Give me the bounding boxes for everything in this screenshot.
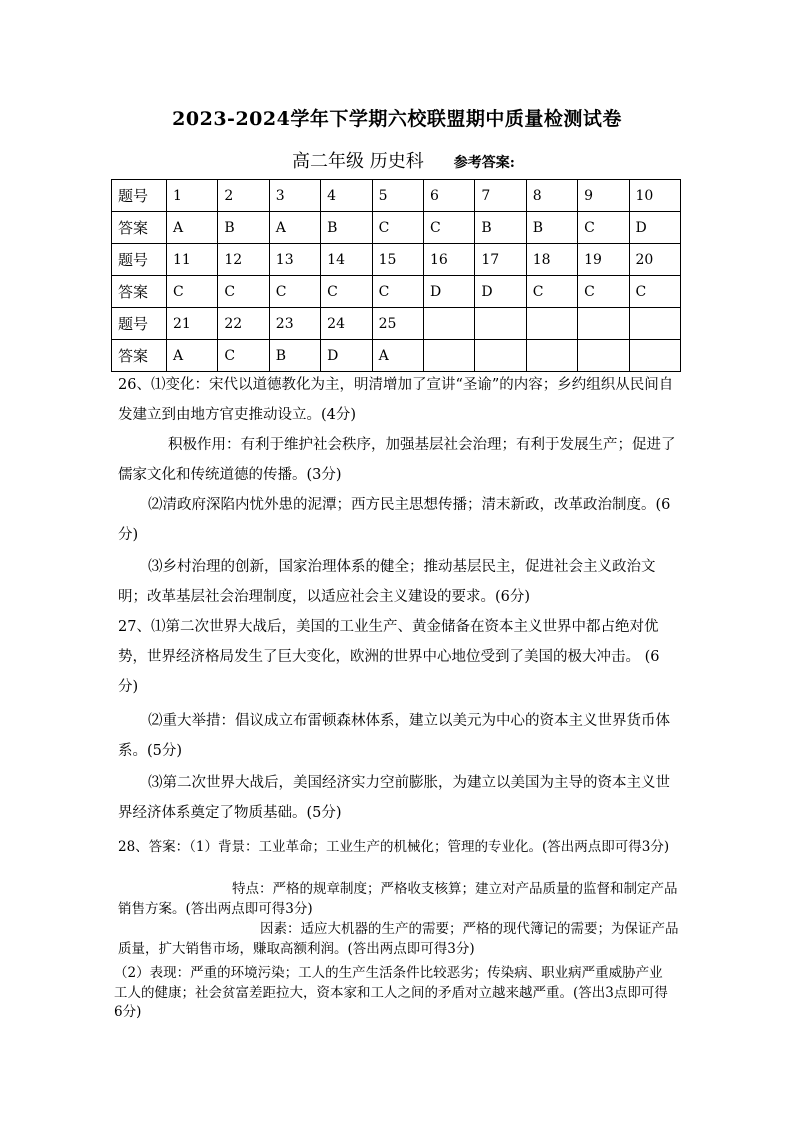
document-title: 2023-2024学年下学期六校联盟期中质量检测试卷 [172,108,622,130]
table-cell: C [578,212,629,244]
table-row [112,180,681,212]
table-cell: C [526,276,577,308]
table-row [112,340,681,372]
table-cell [629,308,680,340]
table-cell: A [167,212,218,244]
table-cell: 23 [269,308,320,340]
subtitle [292,147,515,173]
table-cell: 8 [526,180,577,212]
q26-part2: ⑵清政府深陷内忧外患的泥潭；西方民主思想传播；清末新政，改革政治制度。(6分) [118,497,671,543]
row-label: 答案 [112,276,167,308]
table-cell: 7 [475,180,526,212]
table-cell: 5 [372,180,423,212]
table-cell: D [629,212,680,244]
q27-part3: ⑶第二次世界大战后，美国经济实力空前膨胀，为建立以美国为主导的资本主义世界经济体系奠定了物质基础。(5分) [118,775,670,821]
table-cell: C [372,212,423,244]
table-cell: 17 [475,244,526,276]
q28-background: 28、答案：（1）背景：工业革命；工业生产的机械化；管理的专业化。(答出两点即可得3分) [118,839,670,855]
table-cell [526,340,577,372]
table-cell: 11 [167,244,218,276]
table-cell: D [423,276,474,308]
table-cell [578,308,629,340]
table-cell: B [475,212,526,244]
answer-table [111,179,681,372]
q26-part3: ⑶乡村治理的创新，国家治理体系的健全；推动基层民主，促进社会主义政治文明；改革基层社会治理制度，以适应社会主义建设的要求。(6分) [118,559,656,605]
table-cell: B [526,212,577,244]
table-cell: C [218,276,269,308]
table-cell [578,340,629,372]
table-cell: C [629,276,680,308]
table-cell: 25 [372,308,423,340]
table-cell: 20 [629,244,680,276]
table-cell: 12 [218,244,269,276]
table-cell: 15 [372,244,423,276]
table-cell: 4 [321,180,372,212]
row-label: 答案 [112,340,167,372]
table-cell: A [372,340,423,372]
table-cell [423,340,474,372]
table-cell: 18 [526,244,577,276]
table-cell [526,308,577,340]
table-cell: C [372,276,423,308]
q27-part2: ⑵重大举措：倡议成立布雷顿森林体系，建立以美元为中心的资本主义世界货币体系。(5分) [118,713,670,759]
row-label: 题号 [112,308,167,340]
table-cell: 21 [167,308,218,340]
table-cell: 2 [218,180,269,212]
table-cell: C [269,276,320,308]
table-cell: 16 [423,244,474,276]
q27-part1: 27、⑴第二次世界大战后，美国的工业生产、黄金储备在资本主义世界中都占绝对优势，世界经济格局发生了巨大变化，欧洲的世界中心地位受到了美国的极大冲击。 (6分) [118,619,660,695]
q26-part1-change: 26、⑴变化：宋代以道德教化为主，明清增加了宣讲“圣谕”的内容；乡约组织从民间自发建立到由地方官吏推动设立。(4分) [118,377,674,423]
table-cell: 3 [269,180,320,212]
table-cell [629,340,680,372]
table-row [112,276,681,308]
row-label: 题号 [112,180,167,212]
q28-features: 特点：严格的规章制度；严格收支核算；建立对产品质量的监督和制定产品销售方案。(答出两点即可得3分) [118,881,678,917]
table-row [112,244,681,276]
table-cell [423,308,474,340]
table-cell: 1 [167,180,218,212]
table-cell: D [475,276,526,308]
table-cell: 19 [578,244,629,276]
answer-label: 参考答案: [453,155,515,171]
table-cell: C [218,340,269,372]
table-cell: A [269,212,320,244]
table-cell: C [321,276,372,308]
q28-part2: （2）表现：严重的环境污染；工人的生产生活条件比较恶劣；传染病、职业病严重威胁产业工人的健康；社会贫富差距拉大，资本家和工人之间的矛盾对立越来越严重。(答出3点即可得6分) [114,965,668,1020]
table-cell: C [578,276,629,308]
table-cell: 6 [423,180,474,212]
q26-part1-effect: 积极作用：有利于维护社会秩序，加强基层社会治理；有利于发展生产；促进了儒家文化和传统道德的传播。(3分) [118,437,676,483]
table-cell: 13 [269,244,320,276]
table-row [112,308,681,340]
table-cell [475,308,526,340]
q28-factors: 因素：适应大机器的生产的需要；严格的现代簿记的需要；为保证产品质量，扩大销售市场，赚取高额利润。(答出两点即可得3分) [118,921,679,957]
table-cell: 10 [629,180,680,212]
table-cell: A [167,340,218,372]
table-cell: 14 [321,244,372,276]
table-cell: B [321,212,372,244]
grade-subject: 高二年级 历史科 [292,151,424,172]
table-cell: C [423,212,474,244]
table-cell: C [167,276,218,308]
row-label: 答案 [112,212,167,244]
table-cell: 9 [578,180,629,212]
row-label: 题号 [112,244,167,276]
table-cell: D [321,340,372,372]
table-cell [475,340,526,372]
table-cell: B [218,212,269,244]
table-cell: B [269,340,320,372]
table-row [112,212,681,244]
table-cell: 24 [321,308,372,340]
table-cell: 22 [218,308,269,340]
